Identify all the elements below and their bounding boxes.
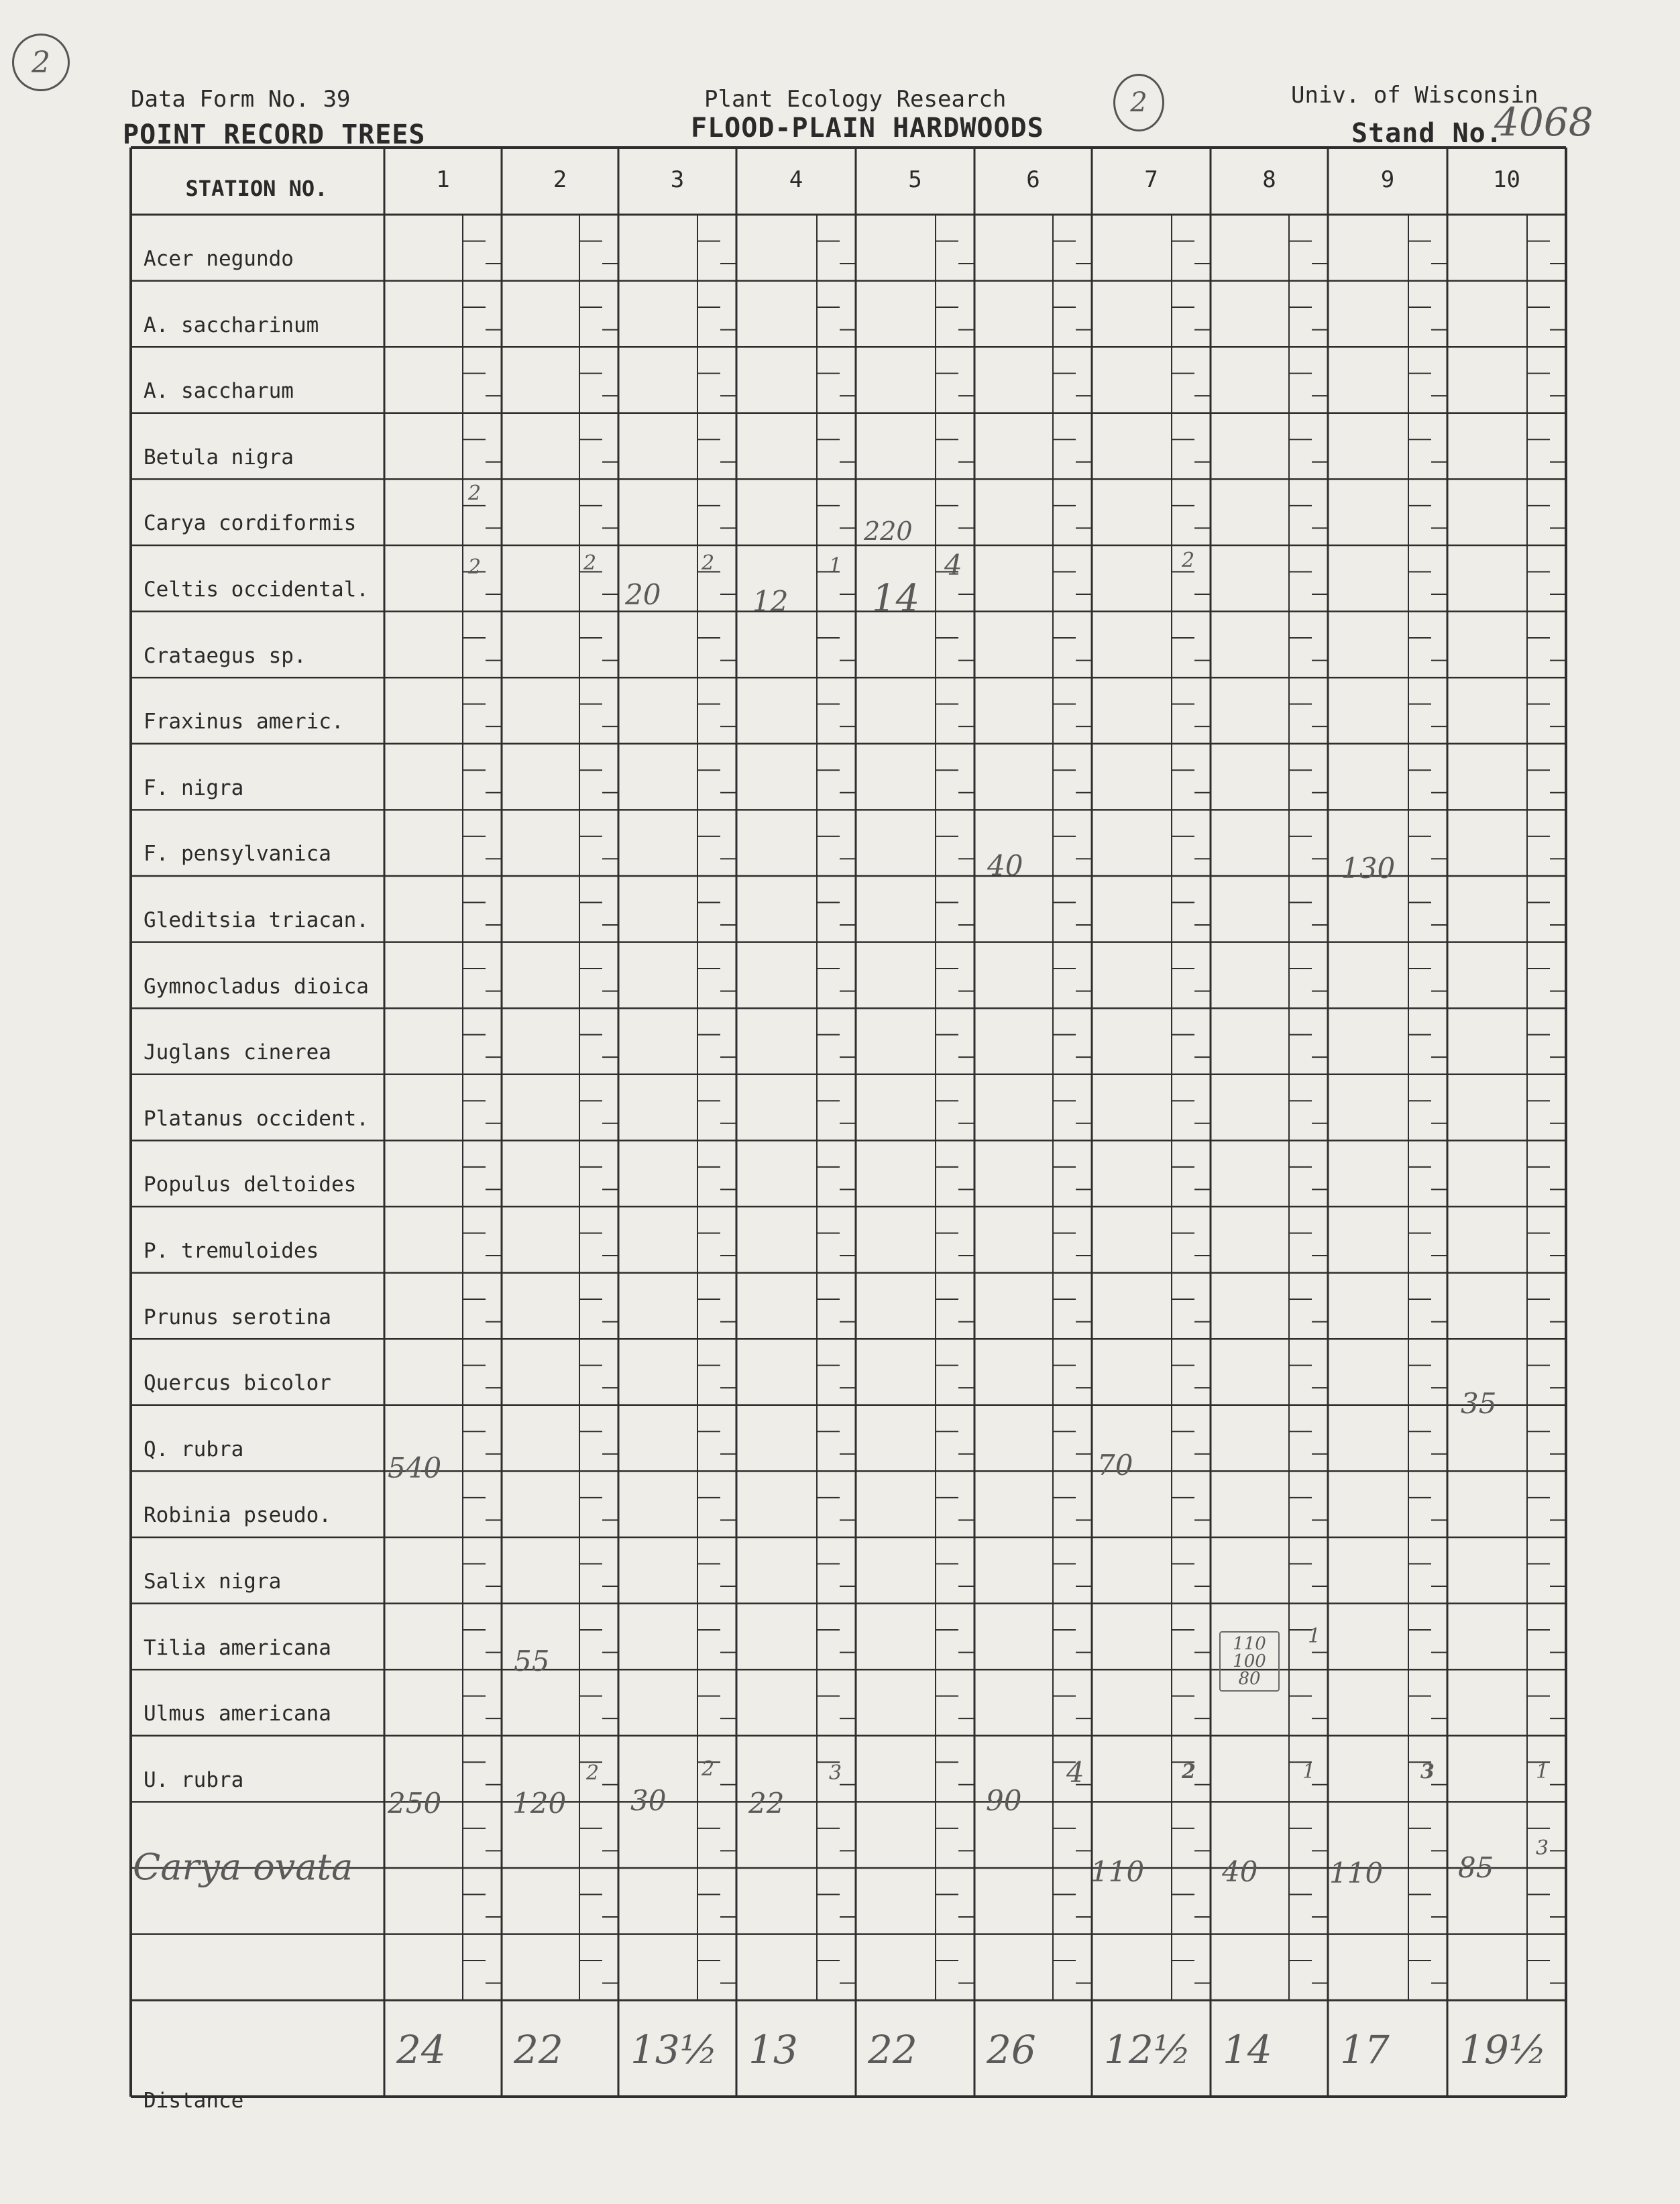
species-label: Robinia pseudo. <box>144 1503 331 1528</box>
added-species-name: Carya ovata <box>133 1846 353 1888</box>
basal-area-value[interactable]: 20 <box>625 578 661 611</box>
tally-mark: 2 <box>1182 549 1195 572</box>
species-label: Betula nigra <box>144 445 294 470</box>
species-label: Salix nigra <box>144 1569 282 1594</box>
station-number: 4 <box>789 166 803 193</box>
station-number: 5 <box>908 166 922 193</box>
species-label: Gleditsia triacan. <box>144 908 369 932</box>
species-label: F. nigra <box>144 775 244 800</box>
species-label: U. rubra <box>144 1767 244 1792</box>
form-subtitle: FLOOD-PLAIN HARDWOODS <box>691 113 1044 144</box>
tally-mark: 1 <box>1302 1760 1316 1783</box>
species-label: Fraxinus americ. <box>144 710 344 734</box>
tally-mark: 4 <box>944 549 962 582</box>
basal-area-value[interactable]: 120 <box>512 1787 567 1820</box>
species-label: P. tremuloides <box>144 1239 319 1263</box>
species-label: A. saccharinum <box>144 313 319 337</box>
distance-value[interactable]: 12½ <box>1104 2027 1192 2073</box>
stand-label: Stand No. <box>1351 118 1503 149</box>
tally-mark: 4 <box>1066 1756 1084 1789</box>
distance-value[interactable]: 22 <box>514 2027 563 2073</box>
form-number: Data Form No. 39 <box>131 86 351 113</box>
station-number: 10 <box>1493 166 1520 193</box>
species-label: Tilia americana <box>144 1635 331 1660</box>
university: Univ. of Wisconsin <box>1291 82 1538 109</box>
basal-area-value[interactable]: 12 <box>752 585 789 618</box>
tally-mark: 2 <box>583 551 597 575</box>
corner-circled-mark: 2 <box>12 34 70 91</box>
basal-area-value[interactable]: 40 <box>987 849 1023 882</box>
basal-area-value[interactable]: 220 <box>864 516 913 546</box>
species-label: Acer negundo <box>144 247 294 271</box>
species-label: Ulmus americana <box>144 1702 331 1726</box>
basal-area-value[interactable]: 70 <box>1097 1449 1133 1482</box>
basal-area-value[interactable]: 35 <box>1461 1387 1497 1420</box>
species-label: Crataegus sp. <box>144 643 306 668</box>
tally-mark: 3 <box>829 1761 842 1785</box>
boxed-values[interactable] <box>1219 1631 1280 1692</box>
station-header: STATION NO. <box>185 176 328 201</box>
station-number: 1 <box>436 166 450 193</box>
species-label: Q. rubra <box>144 1437 244 1462</box>
basal-area-value[interactable]: 14 <box>872 577 920 620</box>
basal-area-value[interactable]: 90 <box>986 1784 1022 1817</box>
distance-value[interactable]: 19½ <box>1459 2027 1547 2073</box>
header-circled-mark: 2 <box>1113 74 1164 131</box>
form-title: POINT RECORD TREES <box>123 119 426 150</box>
basal-area-value[interactable]: 22 <box>748 1787 785 1820</box>
distance-value[interactable]: 13 <box>748 2027 798 2073</box>
station-number: 2 <box>553 166 567 193</box>
tally-mark: 2 <box>1182 1760 1196 1783</box>
tally-mark: 3 <box>1536 1836 1549 1860</box>
distance-value[interactable]: 14 <box>1223 2027 1272 2073</box>
organization: Plant Ecology Research <box>704 86 1007 113</box>
basal-area-value[interactable]: 110 <box>1329 1857 1384 1889</box>
tally-mark: 2 <box>586 1761 600 1785</box>
distance-label: Distance <box>144 2089 244 2113</box>
species-label: Celtis occidental. <box>144 577 369 602</box>
tally-mark: 2 <box>702 551 715 575</box>
tally-mark: 1 <box>1308 1624 1321 1648</box>
basal-area-value[interactable]: 250 <box>388 1787 442 1820</box>
tally-mark: 2 <box>702 1757 715 1781</box>
tally-mark: 3 <box>1420 1760 1435 1783</box>
species-label: Populus deltoides <box>144 1172 357 1197</box>
tally-mark: 1 <box>1536 1760 1549 1783</box>
species-label: Quercus bicolor <box>144 1371 331 1396</box>
boxed-value: 110 <box>1233 1634 1266 1654</box>
station-number: 8 <box>1262 166 1276 193</box>
distance-value[interactable]: 26 <box>987 2027 1036 2073</box>
basal-area-value[interactable]: 55 <box>514 1645 550 1677</box>
species-label: Carya cordiformis <box>144 511 357 536</box>
tally-mark: 2 <box>468 555 482 579</box>
station-number: 3 <box>670 166 685 193</box>
distance-value[interactable]: 13½ <box>630 2027 718 2073</box>
basal-area-value[interactable]: 85 <box>1458 1851 1494 1884</box>
basal-area-value[interactable]: 540 <box>388 1451 442 1484</box>
distance-value[interactable]: 24 <box>396 2027 446 2073</box>
station-number: 9 <box>1380 166 1395 193</box>
tally-mark: 2 <box>468 482 482 505</box>
boxed-value: 80 <box>1238 1669 1261 1689</box>
species-label: Prunus serotina <box>144 1305 331 1329</box>
tally-mark: 1 <box>829 554 842 577</box>
stand-number[interactable]: 4068 <box>1494 99 1593 145</box>
station-number: 6 <box>1026 166 1040 193</box>
basal-area-value[interactable]: 130 <box>1341 852 1396 885</box>
species-label: F. pensylvanica <box>144 842 331 867</box>
species-label: Gymnocladus dioica <box>144 974 369 999</box>
basal-area-value[interactable]: 40 <box>1222 1855 1258 1888</box>
distance-value[interactable]: 22 <box>868 2027 917 2073</box>
species-label: Platanus occident. <box>144 1106 369 1131</box>
distance-value[interactable]: 17 <box>1340 2027 1390 2073</box>
species-label: Juglans cinerea <box>144 1040 331 1065</box>
basal-area-value[interactable]: 110 <box>1090 1855 1145 1888</box>
station-number: 7 <box>1144 166 1158 193</box>
boxed-value: 100 <box>1233 1651 1266 1671</box>
basal-area-value[interactable]: 30 <box>630 1784 667 1817</box>
species-label: A. saccharum <box>144 379 294 404</box>
